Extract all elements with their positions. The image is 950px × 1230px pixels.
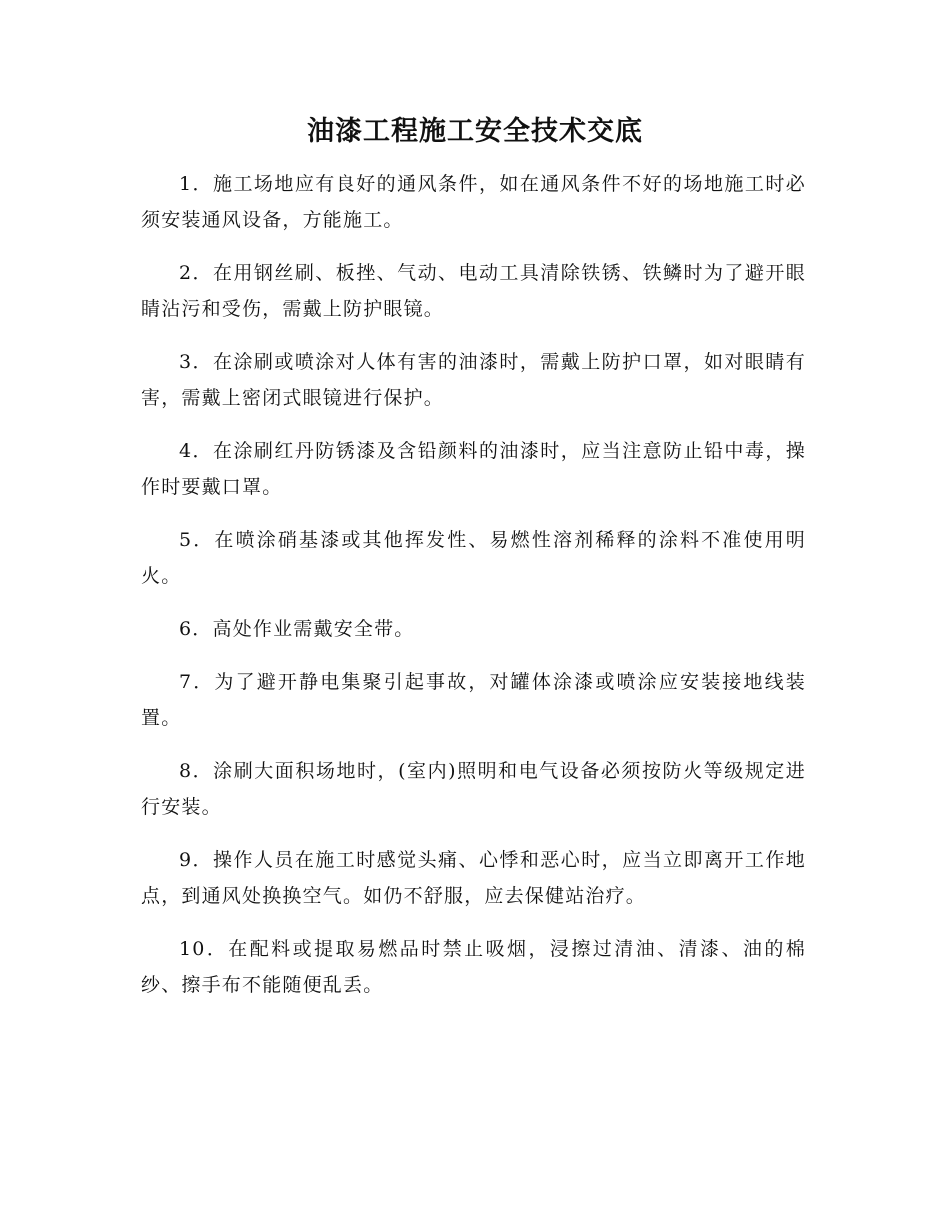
document-body [141,166,806,1020]
document-title: 油漆工程施工安全技术交底 [307,116,643,147]
safety-item-8: 8．涂刷大面积场地时，(室内)照明和电气设备必须按防火等级规定进行安装。 [141,760,806,818]
safety-item-6: 6．高处作业需戴安全带。 [179,618,415,640]
safety-item-4: 4．在涂刷红丹防锈漆及含铅颜料的油漆时，应当注意防止铅中毒，操作时要戴口罩。 [141,440,806,498]
safety-item-9: 9．操作人员在施工时感觉头痛、心悸和恶心时，应当立即离开工作地点，到通风处换换空气。如仍不舒服，应去保健站治疗。 [141,849,806,907]
safety-item-10: 10．在配料或提取易燃品时禁止吸烟，浸擦过清油、清漆、油的棉纱、擦手布不能随便乱丢。 [141,938,806,996]
safety-item-5: 5．在喷涂硝基漆或其他挥发性、易燃性溶剂稀释的涂料不准使用明火。 [141,529,806,587]
safety-item-7: 7．为了避开静电集聚引起事故，对罐体涂漆或喷涂应安装接地线装置。 [141,671,806,729]
safety-item-3: 3．在涂刷或喷涂对人体有害的油漆时，需戴上防护口罩，如对眼睛有害，需戴上密闭式眼镜进行保护。 [141,351,806,409]
safety-item-1: 1．施工场地应有良好的通风条件，如在通风条件不好的场地施工时必须安装通风设备，方能施工。 [141,173,806,231]
safety-item-2: 2．在用钢丝刷、板挫、气动、电动工具清除铁锈、铁鳞时为了避开眼睛沾污和受伤，需戴上防护眼镜。 [141,262,806,320]
